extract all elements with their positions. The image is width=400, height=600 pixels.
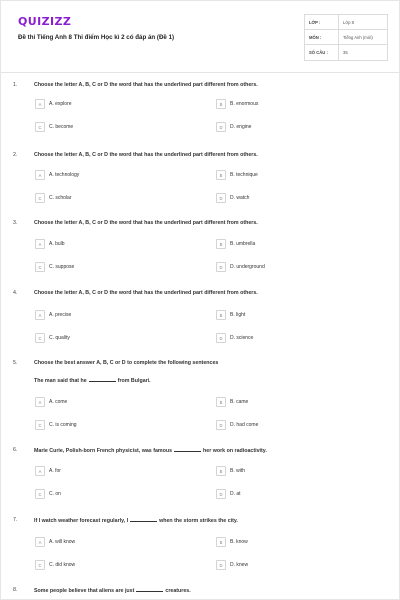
question-text: Choose the letter A, B, C or D the word that has the underlined part different from others.: [34, 82, 258, 88]
option-text: D. had come: [230, 422, 259, 428]
option-text: C. did know: [49, 562, 76, 568]
question-number: 7.: [13, 517, 18, 523]
option-text: B. umbrella: [230, 241, 256, 247]
option-text: B. enormous: [230, 101, 259, 107]
option-c[interactable]: [35, 560, 75, 570]
option-letter-box: C: [35, 122, 45, 132]
question-text-start: If I watch weather forecast regularly, I: [34, 518, 129, 524]
option-b[interactable]: [216, 239, 255, 249]
option-letter-box: A: [35, 537, 45, 547]
option-text: B. technique: [230, 172, 258, 178]
option-letter-box: B: [216, 99, 226, 109]
option-letter-box: B: [216, 239, 226, 249]
question-number: 5.: [13, 360, 18, 366]
option-c[interactable]: [35, 262, 74, 272]
option-d[interactable]: [216, 193, 249, 203]
option-text: C. suppose: [49, 264, 75, 270]
sentence-start: The man said that he: [34, 378, 87, 384]
option-text: D. underground: [230, 264, 265, 270]
option-text: A. will know: [49, 539, 76, 545]
question-sentence: [34, 377, 151, 384]
question-text-end: her work on radioactivity.: [203, 448, 267, 454]
question-number: 4.: [13, 290, 18, 296]
worksheet-title: Đề thi Tiếng Anh 8 Thi điểm Học kì 2 có đáp án (Đề 1): [18, 34, 175, 41]
option-a[interactable]: [35, 397, 67, 407]
option-letter-box: C: [35, 262, 45, 272]
option-letter-box: D: [216, 193, 226, 203]
meta-value: 35: [338, 45, 387, 60]
option-letter-box: A: [35, 466, 45, 476]
sentence-end: from Bulgari.: [117, 378, 151, 384]
answer-blank: [130, 517, 157, 522]
option-letter-box: D: [216, 262, 226, 272]
option-letter-box: B: [216, 170, 226, 180]
meta-value: Tiếng Anh (mới): [338, 30, 387, 44]
option-a[interactable]: [35, 99, 72, 109]
question-text: Choose the letter A, B, C or D the word that has the underlined part different from others.: [34, 290, 258, 296]
question-text-start: Marie Curie, Polish-born French physicist, was famous: [34, 448, 173, 454]
option-letter-box: C: [35, 193, 45, 203]
option-d[interactable]: [216, 333, 253, 343]
option-c[interactable]: [35, 420, 77, 430]
option-text: C. is coming: [49, 422, 77, 428]
option-c[interactable]: [35, 193, 72, 203]
meta-key: LỚP :: [309, 19, 321, 25]
option-a[interactable]: [35, 310, 71, 320]
option-a[interactable]: [35, 466, 61, 476]
option-letter-box: D: [216, 122, 226, 132]
option-text: C. on: [49, 491, 61, 497]
option-text: B. came: [230, 399, 249, 405]
question-number: 8.: [13, 587, 18, 593]
answer-blank: [89, 377, 116, 382]
option-a[interactable]: [35, 239, 65, 249]
option-letter-box: D: [216, 560, 226, 570]
option-d[interactable]: [216, 489, 241, 499]
question-number: 2.: [13, 152, 18, 158]
option-letter-box: A: [35, 310, 45, 320]
question-text: [34, 517, 238, 524]
meta-key: MÔN :: [309, 34, 322, 40]
option-letter-box: A: [35, 239, 45, 249]
option-d[interactable]: [216, 420, 258, 430]
question-text: [34, 447, 267, 454]
option-letter-box: C: [35, 560, 45, 570]
option-letter-box: B: [216, 397, 226, 407]
option-text: A. precise: [49, 312, 72, 318]
option-d[interactable]: [216, 262, 265, 272]
question-text: Choose the letter A, B, C or D the word that has the underlined part different from others.: [34, 152, 258, 158]
option-c[interactable]: [35, 489, 61, 499]
meta-row-class: [305, 15, 387, 30]
meta-row-subject: [305, 30, 387, 45]
question-text: [34, 587, 191, 594]
option-text: A. bulb: [49, 241, 65, 247]
question-number: 1.: [13, 82, 18, 88]
option-text: C. become: [49, 124, 74, 130]
option-text: D. engine: [230, 124, 252, 130]
option-letter-box: A: [35, 99, 45, 109]
answer-blank: [136, 587, 163, 592]
header-divider: [1, 72, 400, 73]
answer-blank: [174, 447, 201, 452]
option-b[interactable]: [216, 397, 248, 407]
option-text: B. light: [230, 312, 246, 318]
option-text: A. come: [49, 399, 68, 405]
option-text: B. with: [230, 468, 246, 474]
option-text: C. quality: [49, 335, 70, 341]
option-b[interactable]: [216, 99, 258, 109]
option-c[interactable]: [35, 122, 73, 132]
question-text: Choose the best answer A, B, C or D to complete the following sentences: [34, 360, 219, 366]
meta-key: SỐ CÂU :: [309, 50, 328, 55]
option-text: D. science: [230, 335, 254, 341]
option-d[interactable]: [216, 122, 251, 132]
meta-value: Lớp 8: [338, 15, 387, 29]
option-text: C. scholar: [49, 195, 72, 201]
option-letter-box: C: [35, 420, 45, 430]
option-letter-box: D: [216, 420, 226, 430]
option-b[interactable]: [216, 170, 258, 180]
option-text: D. knew: [230, 562, 249, 568]
option-b[interactable]: [216, 466, 245, 476]
meta-row-count: [305, 45, 387, 60]
question-text-end: when the storm strikes the city.: [159, 518, 238, 524]
question-number: 6.: [13, 447, 18, 453]
question-text: Choose the letter A, B, C or D the word that has the underlined part different from others.: [34, 220, 258, 226]
option-a[interactable]: [35, 170, 79, 180]
question-text-end: creatures.: [165, 588, 191, 594]
option-text: D. at: [230, 491, 241, 497]
option-letter-box: A: [35, 397, 45, 407]
question-number: 3.: [13, 220, 18, 226]
option-letter-box: B: [216, 310, 226, 320]
option-letter-box: B: [216, 537, 226, 547]
option-text: D. watch: [230, 195, 250, 201]
option-c[interactable]: [35, 333, 70, 343]
option-a[interactable]: [35, 537, 75, 547]
option-letter-box: C: [35, 489, 45, 499]
option-letter-box: A: [35, 170, 45, 180]
option-d[interactable]: [216, 560, 248, 570]
option-b[interactable]: [216, 537, 248, 547]
option-b[interactable]: [216, 310, 245, 320]
quizizz-logo: QUIZIZZ: [18, 15, 72, 28]
option-text: A. explore: [49, 101, 72, 107]
option-text: B. know: [230, 539, 248, 545]
option-text: A. technology: [49, 172, 80, 178]
option-letter-box: D: [216, 489, 226, 499]
option-letter-box: B: [216, 466, 226, 476]
option-letter-box: C: [35, 333, 45, 343]
worksheet-meta-table: [304, 14, 388, 61]
option-text: A. for: [49, 468, 61, 474]
question-text-start: Some people believe that aliens are just: [34, 588, 135, 594]
option-letter-box: D: [216, 333, 226, 343]
